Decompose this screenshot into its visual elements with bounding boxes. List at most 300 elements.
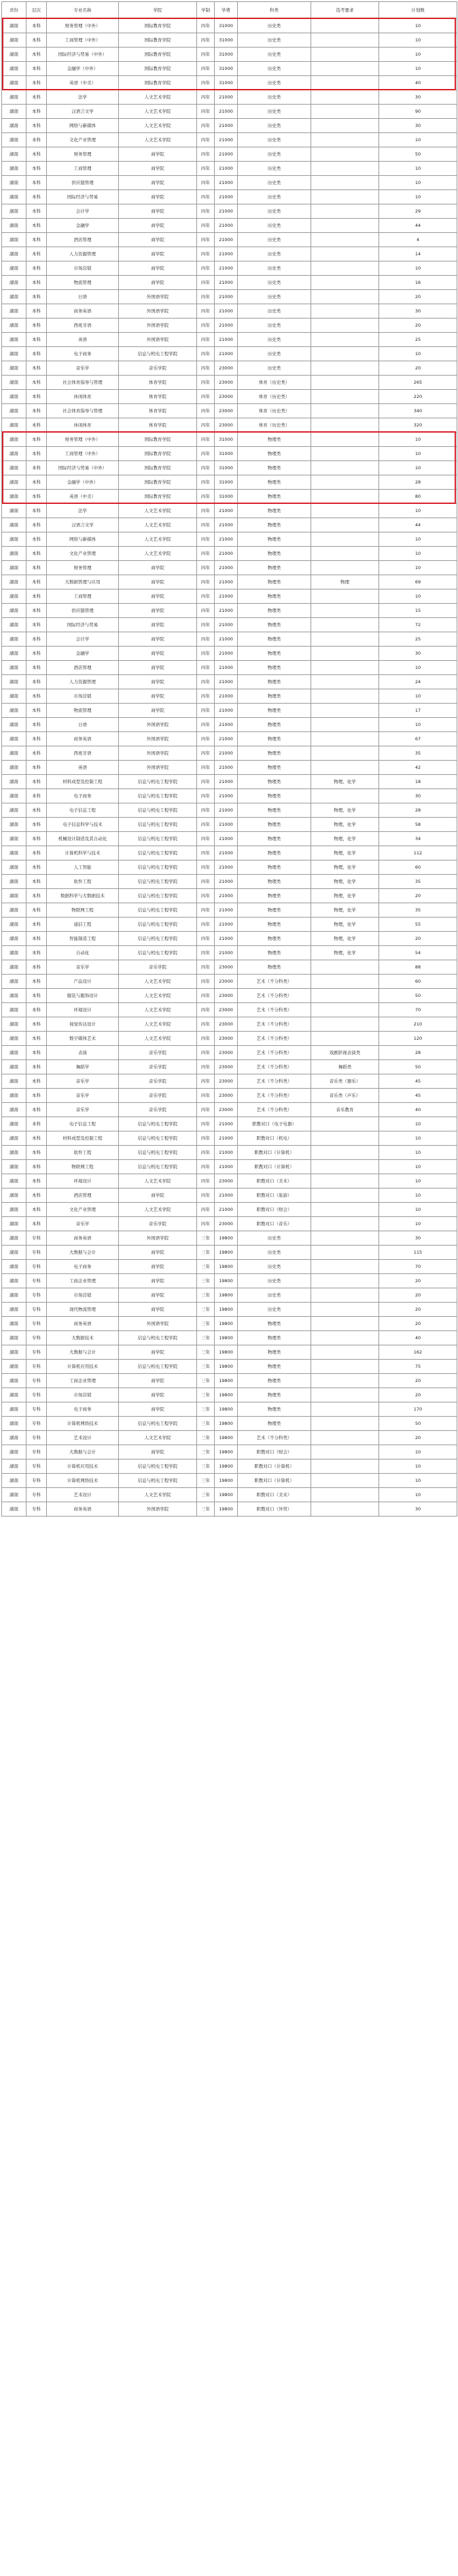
cell-duration: 四年: [197, 775, 215, 789]
cell-level: 本科: [27, 561, 47, 575]
cell-level: 本科: [27, 689, 47, 704]
cell-duration: 四年: [197, 604, 215, 618]
cell-tuition: 21000: [215, 105, 238, 119]
cell-major: 网络与新媒体: [47, 532, 119, 547]
cell-major: 英语（中美）: [47, 76, 119, 90]
cell-province: 湖南: [2, 119, 27, 133]
cell-college: 音乐学院: [119, 1103, 197, 1117]
cell-plan-count: 54: [379, 946, 457, 960]
table-row: [2, 1274, 457, 1288]
table-row: [2, 832, 457, 846]
cell-college: 音乐学院: [119, 1046, 197, 1060]
cell-requirement: [311, 704, 379, 718]
cell-plan-count: 10: [379, 1117, 457, 1131]
cell-category: 艺术（不分科类）: [238, 1060, 311, 1074]
cell-college: 人文艺术学院: [119, 504, 197, 518]
cell-major: 会计学: [47, 632, 119, 647]
cell-plan-count: 10: [379, 1445, 457, 1459]
cell-province: 湖南: [2, 1417, 27, 1431]
table-row: [2, 1388, 457, 1402]
cell-category: 历史类: [238, 319, 311, 333]
cell-plan-count: 20: [379, 889, 457, 903]
cell-requirement: [311, 618, 379, 632]
cell-requirement: 物理: [311, 575, 379, 589]
cell-plan-count: 4: [379, 233, 457, 247]
cell-province: 湖南: [2, 1103, 27, 1117]
cell-college: 信息与机电工程学院: [119, 1474, 197, 1488]
cell-college: 人文艺术学院: [119, 1003, 197, 1017]
cell-college: 人文艺术学院: [119, 1431, 197, 1445]
cell-duration: 四年: [197, 589, 215, 604]
table-row: [2, 647, 457, 661]
cell-requirement: [311, 333, 379, 347]
cell-tuition: 21000: [215, 689, 238, 704]
table-row: [2, 1231, 457, 1246]
cell-tuition: 21000: [215, 632, 238, 647]
cell-requirement: [311, 647, 379, 661]
cell-major: 汉语言文学: [47, 518, 119, 532]
cell-province: 湖南: [2, 461, 27, 475]
cell-major: 数据科学与大数据技术: [47, 889, 119, 903]
cell-major: 商务英语: [47, 1231, 119, 1246]
cell-duration: 四年: [197, 290, 215, 304]
cell-tuition: 19800: [215, 1402, 238, 1417]
cell-tuition: 23000: [215, 390, 238, 404]
cell-plan-count: 10: [379, 347, 457, 361]
cell-requirement: [311, 319, 379, 333]
table-row: [2, 803, 457, 818]
cell-level: 本科: [27, 347, 47, 361]
cell-requirement: [311, 989, 379, 1003]
cell-province: 湖南: [2, 1189, 27, 1203]
cell-category: 物理类: [238, 518, 311, 532]
cell-requirement: [311, 105, 379, 119]
cell-tuition: 21000: [215, 147, 238, 162]
cell-province: 湖南: [2, 561, 27, 575]
cell-college: 信息与机电工程学院: [119, 347, 197, 361]
table-row: [2, 575, 457, 589]
cell-level: 专科: [27, 1274, 47, 1288]
cell-plan-count: 70: [379, 1260, 457, 1274]
header-duration: 学制: [197, 2, 215, 19]
cell-category: 体育（历史类）: [238, 376, 311, 390]
table-row: [2, 946, 457, 960]
cell-tuition: 23000: [215, 1103, 238, 1117]
cell-duration: 四年: [197, 946, 215, 960]
cell-category: 职教对口（美术）: [238, 1488, 311, 1502]
cell-college: 信息与机电工程学院: [119, 946, 197, 960]
cell-tuition: 21000: [215, 204, 238, 219]
cell-requirement: [311, 204, 379, 219]
cell-college: 人文艺术学院: [119, 1203, 197, 1217]
cell-province: 湖南: [2, 789, 27, 803]
cell-tuition: 21000: [215, 575, 238, 589]
cell-major: 金融学: [47, 219, 119, 233]
cell-plan-count: 25: [379, 632, 457, 647]
cell-requirement: [311, 732, 379, 746]
cell-college: 商学院: [119, 618, 197, 632]
cell-plan-count: 29: [379, 204, 457, 219]
cell-level: 本科: [27, 775, 47, 789]
cell-duration: 四年: [197, 1032, 215, 1046]
cell-tuition: 19800: [215, 1331, 238, 1345]
cell-tuition: 19800: [215, 1374, 238, 1388]
cell-province: 湖南: [2, 1131, 27, 1146]
cell-tuition: 21000: [215, 903, 238, 918]
cell-level: 本科: [27, 48, 47, 62]
table-row: [2, 390, 457, 404]
cell-plan-count: 265: [379, 376, 457, 390]
cell-requirement: [311, 1502, 379, 1517]
cell-college: 外国语学院: [119, 761, 197, 775]
cell-category: 职教对口（电子电器）: [238, 1117, 311, 1131]
cell-tuition: 21000: [215, 504, 238, 518]
table-row: [2, 1103, 457, 1117]
cell-college: 商学院: [119, 147, 197, 162]
cell-level: 专科: [27, 1331, 47, 1345]
table-row: [2, 1203, 457, 1217]
table-row: [2, 1260, 457, 1274]
cell-duration: 四年: [197, 1217, 215, 1231]
cell-province: 湖南: [2, 1089, 27, 1103]
table-row: [2, 1160, 457, 1174]
table-row: [2, 1217, 457, 1231]
cell-duration: 四年: [197, 846, 215, 860]
cell-requirement: [311, 604, 379, 618]
cell-level: 本科: [27, 176, 47, 190]
cell-plan-count: 20: [379, 1388, 457, 1402]
cell-plan-count: 80: [379, 490, 457, 504]
cell-plan-count: 72: [379, 618, 457, 632]
cell-duration: 四年: [197, 1046, 215, 1060]
cell-tuition: 21000: [215, 775, 238, 789]
table-row: [2, 1131, 457, 1146]
cell-tuition: 31000: [215, 62, 238, 76]
cell-category: 职教对口（音乐）: [238, 1217, 311, 1231]
cell-category: 职教对口（计算机）: [238, 1146, 311, 1160]
cell-college: 体育学院: [119, 404, 197, 418]
cell-level: 本科: [27, 204, 47, 219]
cell-duration: 四年: [197, 989, 215, 1003]
table-row: [2, 860, 457, 875]
cell-tuition: 21000: [215, 803, 238, 818]
cell-category: 物理类: [238, 447, 311, 461]
cell-duration: 三年: [197, 1246, 215, 1260]
cell-major: 服装与服饰设计: [47, 989, 119, 1003]
cell-level: 本科: [27, 918, 47, 932]
cell-duration: 三年: [197, 1274, 215, 1288]
cell-duration: 三年: [197, 1374, 215, 1388]
cell-plan-count: 10: [379, 589, 457, 604]
cell-plan-count: 69: [379, 575, 457, 589]
cell-college: 人文艺术学院: [119, 547, 197, 561]
cell-tuition: 23000: [215, 1017, 238, 1032]
cell-duration: 四年: [197, 162, 215, 176]
table-row: [2, 1017, 457, 1032]
cell-category: 历史类: [238, 76, 311, 90]
cell-duration: 四年: [197, 518, 215, 532]
cell-tuition: 21000: [215, 176, 238, 190]
cell-duration: 四年: [197, 832, 215, 846]
cell-college: 人文艺术学院: [119, 989, 197, 1003]
cell-requirement: [311, 62, 379, 76]
cell-province: 湖南: [2, 304, 27, 319]
cell-category: 物理类: [238, 661, 311, 675]
cell-plan-count: 20: [379, 1374, 457, 1388]
cell-tuition: 21000: [215, 889, 238, 903]
cell-requirement: [311, 1417, 379, 1431]
cell-college: 信息与机电工程学院: [119, 1459, 197, 1474]
cell-duration: 四年: [197, 219, 215, 233]
cell-province: 湖南: [2, 1146, 27, 1160]
cell-duration: 三年: [197, 1488, 215, 1502]
cell-category: 物理类: [238, 832, 311, 846]
cell-college: 信息与机电工程学院: [119, 903, 197, 918]
cell-plan-count: 55: [379, 918, 457, 932]
cell-college: 信息与机电工程学院: [119, 1146, 197, 1160]
cell-tuition: 21000: [215, 860, 238, 875]
cell-category: 物理类: [238, 761, 311, 775]
cell-plan-count: 10: [379, 261, 457, 276]
cell-college: 国际教育学院: [119, 475, 197, 490]
cell-requirement: [311, 490, 379, 504]
cell-tuition: 21000: [215, 846, 238, 860]
cell-college: 商学院: [119, 247, 197, 261]
cell-province: 湖南: [2, 433, 27, 447]
cell-tuition: 21000: [215, 746, 238, 761]
cell-level: 本科: [27, 832, 47, 846]
cell-college: 人文艺术学院: [119, 1032, 197, 1046]
cell-college: 商学院: [119, 190, 197, 204]
cell-tuition: 19800: [215, 1459, 238, 1474]
cell-level: 本科: [27, 1017, 47, 1032]
cell-category: 体育（历史类）: [238, 418, 311, 433]
cell-category: 体育（历史类）: [238, 390, 311, 404]
cell-tuition: 23000: [215, 1060, 238, 1074]
cell-major: 物联网工程: [47, 1160, 119, 1174]
cell-level: 本科: [27, 62, 47, 76]
cell-college: 信息与机电工程学院: [119, 1417, 197, 1431]
cell-category: 历史类: [238, 19, 311, 33]
cell-major: 电子商务: [47, 347, 119, 361]
cell-major: 艺术设计: [47, 1431, 119, 1445]
cell-college: 商学院: [119, 219, 197, 233]
cell-province: 湖南: [2, 176, 27, 190]
cell-level: 专科: [27, 1388, 47, 1402]
cell-province: 湖南: [2, 1345, 27, 1360]
cell-plan-count: 10: [379, 447, 457, 461]
table-row: [2, 1459, 457, 1474]
table-row: [2, 875, 457, 889]
cell-province: 湖南: [2, 1217, 27, 1231]
cell-level: 本科: [27, 960, 47, 975]
cell-level: 本科: [27, 632, 47, 647]
table-row: [2, 233, 457, 247]
cell-category: 物理类: [238, 461, 311, 475]
cell-plan-count: 20: [379, 319, 457, 333]
cell-plan-count: 24: [379, 675, 457, 689]
cell-province: 湖南: [2, 1060, 27, 1074]
cell-province: 湖南: [2, 105, 27, 119]
cell-major: 日语: [47, 290, 119, 304]
cell-college: 商学院: [119, 1246, 197, 1260]
table-row: [2, 789, 457, 803]
cell-major: 环境设计: [47, 1003, 119, 1017]
cell-plan-count: 42: [379, 761, 457, 775]
cell-major: 工商管理（中外）: [47, 33, 119, 48]
cell-province: 湖南: [2, 989, 27, 1003]
cell-college: 信息与机电工程学院: [119, 846, 197, 860]
cell-duration: 四年: [197, 1203, 215, 1217]
cell-duration: 四年: [197, 647, 215, 661]
table-row: [2, 604, 457, 618]
cell-college: 商学院: [119, 632, 197, 647]
cell-category: 物理类: [238, 775, 311, 789]
cell-college: 商学院: [119, 233, 197, 247]
cell-duration: 三年: [197, 1288, 215, 1303]
cell-tuition: 31000: [215, 76, 238, 90]
cell-major: 国际经济与贸易: [47, 618, 119, 632]
cell-college: 人文艺术学院: [119, 1017, 197, 1032]
cell-requirement: [311, 404, 379, 418]
cell-major: 财务管理: [47, 147, 119, 162]
cell-province: 湖南: [2, 290, 27, 304]
cell-province: 湖南: [2, 1288, 27, 1303]
cell-plan-count: 10: [379, 1459, 457, 1474]
cell-duration: 三年: [197, 1388, 215, 1402]
cell-duration: 四年: [197, 319, 215, 333]
cell-plan-count: 10: [379, 1131, 457, 1146]
cell-province: 湖南: [2, 204, 27, 219]
cell-category: 历史类: [238, 33, 311, 48]
cell-requirement: 物理，化学: [311, 803, 379, 818]
cell-plan-count: 20: [379, 1303, 457, 1317]
table-row: [2, 319, 457, 333]
cell-category: 物理类: [238, 1345, 311, 1360]
cell-tuition: 19800: [215, 1488, 238, 1502]
cell-province: 湖南: [2, 1317, 27, 1331]
cell-plan-count: 10: [379, 1146, 457, 1160]
cell-level: 本科: [27, 1032, 47, 1046]
cell-duration: 四年: [197, 90, 215, 105]
cell-major: 工商管理: [47, 589, 119, 604]
cell-duration: 四年: [197, 62, 215, 76]
cell-tuition: 23000: [215, 960, 238, 975]
cell-plan-count: 18: [379, 775, 457, 789]
cell-major: 英语: [47, 761, 119, 775]
cell-requirement: [311, 48, 379, 62]
cell-college: 信息与机电工程学院: [119, 803, 197, 818]
table-row: [2, 475, 457, 490]
cell-tuition: 21000: [215, 604, 238, 618]
cell-requirement: [311, 960, 379, 975]
cell-college: 信息与机电工程学院: [119, 918, 197, 932]
cell-category: 艺术（不分科类）: [238, 1074, 311, 1089]
cell-requirement: [311, 1360, 379, 1374]
cell-category: 物理类: [238, 789, 311, 803]
cell-level: 本科: [27, 803, 47, 818]
cell-requirement: [311, 1274, 379, 1288]
cell-plan-count: 10: [379, 504, 457, 518]
cell-province: 湖南: [2, 661, 27, 675]
cell-level: 本科: [27, 247, 47, 261]
cell-province: 湖南: [2, 1474, 27, 1488]
cell-duration: 三年: [197, 1231, 215, 1246]
cell-college: 商学院: [119, 689, 197, 704]
cell-requirement: [311, 376, 379, 390]
cell-level: 本科: [27, 1160, 47, 1174]
cell-college: 外国语学院: [119, 304, 197, 319]
header-major: 专业名称: [47, 2, 119, 19]
cell-level: 本科: [27, 903, 47, 918]
cell-major: 市场营销: [47, 689, 119, 704]
table-row: [2, 361, 457, 376]
cell-college: 商学院: [119, 276, 197, 290]
cell-requirement: [311, 447, 379, 461]
cell-college: 外国语学院: [119, 746, 197, 761]
cell-college: 国际教育学院: [119, 461, 197, 475]
cell-category: 历史类: [238, 105, 311, 119]
table-row: [2, 1331, 457, 1345]
cell-tuition: 23000: [215, 1003, 238, 1017]
cell-level: 专科: [27, 1303, 47, 1317]
cell-major: 音乐学: [47, 1217, 119, 1231]
cell-province: 湖南: [2, 1203, 27, 1217]
cell-level: 本科: [27, 732, 47, 746]
cell-province: 湖南: [2, 860, 27, 875]
cell-province: 湖南: [2, 190, 27, 204]
cell-level: 本科: [27, 1117, 47, 1131]
cell-plan-count: 28: [379, 475, 457, 490]
cell-province: 湖南: [2, 418, 27, 433]
cell-major: 表演: [47, 1046, 119, 1060]
table-row: [2, 1303, 457, 1317]
table-row: [2, 932, 457, 946]
cell-level: 本科: [27, 461, 47, 475]
cell-college: 商学院: [119, 589, 197, 604]
cell-level: 本科: [27, 746, 47, 761]
cell-province: 湖南: [2, 1331, 27, 1345]
cell-major: 大数据与会计: [47, 1345, 119, 1360]
cell-level: 本科: [27, 504, 47, 518]
cell-college: 外国语学院: [119, 1231, 197, 1246]
cell-province: 湖南: [2, 918, 27, 932]
table-row: [2, 561, 457, 575]
cell-requirement: 音乐类（声乐）: [311, 1089, 379, 1103]
table-row: [2, 818, 457, 832]
cell-plan-count: 10: [379, 461, 457, 475]
cell-requirement: [311, 276, 379, 290]
table-row: [2, 33, 457, 48]
cell-tuition: 23000: [215, 361, 238, 376]
header-level: 层次: [27, 2, 47, 19]
cell-major: 艺术设计: [47, 1488, 119, 1502]
cell-duration: 四年: [197, 190, 215, 204]
table-row: [2, 433, 457, 447]
cell-category: 艺术（不分科类）: [238, 1046, 311, 1060]
cell-requirement: 物理，化学: [311, 946, 379, 960]
cell-level: 本科: [27, 276, 47, 290]
cell-category: 物理类: [238, 1331, 311, 1345]
cell-category: 职教对口（旅游）: [238, 1189, 311, 1203]
cell-college: 国际教育学院: [119, 33, 197, 48]
table-row: [2, 1117, 457, 1131]
cell-plan-count: 30: [379, 789, 457, 803]
cell-tuition: 31000: [215, 433, 238, 447]
cell-level: 本科: [27, 418, 47, 433]
cell-major: 西班牙语: [47, 319, 119, 333]
cell-requirement: [311, 1345, 379, 1360]
